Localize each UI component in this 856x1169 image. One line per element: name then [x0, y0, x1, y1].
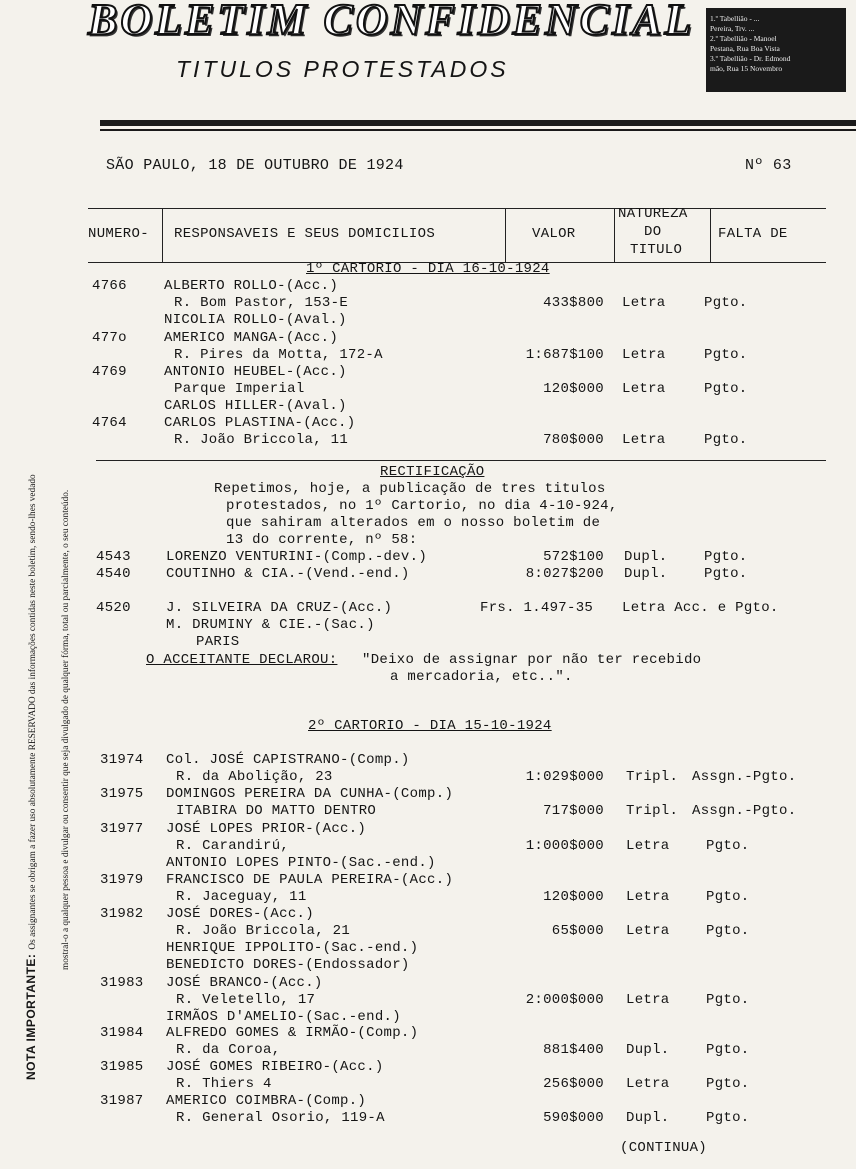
row-party: AMERICO COIMBRA-(Comp.)	[166, 1093, 367, 1109]
row-missing: Pgto.	[706, 889, 750, 905]
masthead-title: BOLETIM CONFIDENCIAL	[88, 0, 695, 44]
row-nature: Letra	[622, 347, 666, 363]
notary-line: 2.º Tabellião - Manoel	[710, 34, 777, 43]
row-value: 881$400	[543, 1042, 604, 1058]
row-number: 31982	[100, 906, 144, 922]
row-number: 4769	[92, 364, 127, 380]
row-value: 65$000	[551, 923, 604, 939]
row-address: R. João Briccola, 11	[174, 432, 349, 448]
row-number: 4543	[96, 549, 131, 565]
row-value: 2:000$000	[525, 992, 604, 1008]
masthead-subtitle: TITULOS PROTESTADOS	[176, 56, 509, 82]
notary-line: mão, Rua 15 Novembro	[710, 64, 783, 73]
row-number: 4766	[92, 278, 127, 294]
col-responsaveis: RESPONSAVEIS E SEUS DOMICILIOS	[174, 226, 436, 242]
row-missing: Pgto.	[706, 838, 750, 854]
row-party: JOSÉ DORES-(Acc.)	[166, 906, 314, 922]
row-party: HENRIQUE IPPOLITO-(Sac.-end.)	[166, 940, 419, 956]
rectification-text: protestados, no 1º Cartorio, no dia 4-10-924,	[226, 498, 618, 514]
row-party: ANTONIO HEUBEL-(Acc.)	[164, 364, 347, 380]
declared-label: O ACCEITANTE DECLAROU:	[146, 652, 338, 668]
section1-heading: 1º CARTORIO - DIA 16-10-1924	[306, 261, 550, 277]
row-missing: Assgn.-Pgto.	[692, 803, 797, 819]
notary-line: Pestana, Rua Boa Vista	[710, 44, 780, 53]
row-address: ITABIRA DO MATTO DENTRO	[176, 803, 377, 819]
row-missing: Pgto.	[706, 1110, 750, 1126]
row-address: R. Bom Pastor, 153-E	[174, 295, 349, 311]
row-party: JOSÉ BRANCO-(Acc.)	[166, 975, 323, 991]
row-nature: Letra	[626, 923, 670, 939]
col-numero: NUMERO-	[88, 226, 149, 242]
row-party: J. SILVEIRA DA CRUZ-(Acc.)	[166, 600, 393, 616]
sidebar-line-2: mostral-o a qualquer pessoa e divulgar ou consentir que seja divulgado de qualquer fórma, total ou parcialmente, o seu conteúdo.	[61, 489, 71, 970]
notary-box	[706, 8, 846, 92]
declared-text: "Deixo de assignar por não ter recebido	[362, 652, 702, 668]
row-number: 31984	[100, 1025, 144, 1041]
row-value: 433$800	[543, 295, 604, 311]
notary-line: 1.º Tabellião - ...	[710, 14, 760, 23]
row-missing: Pgto.	[704, 295, 748, 311]
city-date: SÃO PAULO, 18 DE OUTUBRO DE 1924	[106, 157, 404, 174]
sidebar-label: NOTA IMPORTANTE:	[24, 953, 38, 1080]
masthead-rule-thin	[100, 129, 856, 131]
notary-line: 3.º Tabellião - Dr. Edmond	[710, 54, 791, 63]
row-value: Frs. 1.497-35	[480, 600, 594, 616]
row-missing: Pgto.	[706, 923, 750, 939]
row-party: COUTINHO & CIA.-(Vend.-end.)	[166, 566, 410, 582]
row-party: Col. JOSÉ CAPISTRANO-(Comp.)	[166, 752, 410, 768]
row-missing: Assgn.-Pgto.	[692, 769, 797, 785]
row-address: R. da Coroa,	[176, 1042, 281, 1058]
rectification-text: Repetimos, hoje, a publicação de tres titulos	[214, 481, 606, 497]
row-address: R. General Osorio, 119-A	[176, 1110, 385, 1126]
row-missing: Pgto.	[706, 1042, 750, 1058]
masthead-rule	[100, 120, 856, 126]
row-party: JOSÉ GOMES RIBEIRO-(Acc.)	[166, 1059, 384, 1075]
row-nature: Tripl.	[626, 803, 679, 819]
row-missing: Pgto.	[706, 1076, 750, 1092]
row-number: 31979	[100, 872, 144, 888]
row-nature: Dupl.	[626, 1110, 670, 1126]
col-divider	[710, 208, 711, 262]
rectification-text: que sahiram alterados em o nosso boletim de	[226, 515, 601, 531]
row-party: NICOLIA ROLLO-(Aval.)	[164, 312, 347, 328]
issue-number: Nº 63	[745, 157, 792, 174]
row-number: 4520	[96, 600, 131, 616]
sidebar-note	[4, 240, 71, 1080]
row-nature: Letra	[622, 381, 666, 397]
notary-line: Pereira, Trv. ...	[710, 24, 755, 33]
row-value: 717$000	[543, 803, 604, 819]
row-nature: Letra	[626, 1076, 670, 1092]
row-missing: Pgto.	[704, 432, 748, 448]
row-address: R. da Abolição, 23	[176, 769, 333, 785]
row-missing: Pgto.	[704, 549, 748, 565]
row-nature: Dupl.	[624, 549, 668, 565]
row-nature: Dupl.	[624, 566, 668, 582]
row-number: 477o	[92, 330, 127, 346]
row-number: 31974	[100, 752, 144, 768]
row-missing: Pgto.	[704, 381, 748, 397]
col-divider	[614, 208, 615, 262]
row-nature: Letra	[622, 295, 666, 311]
row-party: ANTONIO LOPES PINTO-(Sac.-end.)	[166, 855, 436, 871]
row-party: BENEDICTO DORES-(Endossador)	[166, 957, 410, 973]
row-nature: Letra	[622, 432, 666, 448]
row-value: 590$000	[543, 1110, 604, 1126]
row-nature: Letra	[626, 838, 670, 854]
row-party: CARLOS HILLER-(Aval.)	[164, 398, 347, 414]
row-number: 31975	[100, 786, 144, 802]
row-value: 572$100	[543, 549, 604, 565]
row-address: R. Veletello, 17	[176, 992, 316, 1008]
section2-heading: 2º CARTORIO - DIA 15-10-1924	[308, 718, 552, 734]
row-party: IRMÃOS D'AMELIO-(Sac.-end.)	[166, 1009, 401, 1025]
row-address: Parque Imperial	[174, 381, 305, 397]
row-party: FRANCISCO DE PAULA PEREIRA-(Acc.)	[166, 872, 454, 888]
section-divider	[96, 460, 826, 461]
row-number: 4540	[96, 566, 131, 582]
row-nature: Letra	[626, 889, 670, 905]
col-natureza: NATUREZA	[618, 206, 688, 222]
row-number: 31977	[100, 821, 144, 837]
col-natureza-do: DO	[644, 224, 662, 240]
row-missing: Pgto.	[706, 992, 750, 1008]
rectification-text: 13 do corrente, nº 58:	[226, 532, 418, 548]
row-number: 31987	[100, 1093, 144, 1109]
row-nature: Letra Acc. e Pgto.	[622, 600, 779, 616]
row-value: 120$000	[543, 381, 604, 397]
row-nature: Dupl.	[626, 1042, 670, 1058]
row-value: 120$000	[543, 889, 604, 905]
row-party: M. DRUMINY & CIE.-(Sac.)	[166, 617, 375, 633]
rectification-heading: RECTIFICAÇÃO	[380, 464, 485, 480]
col-divider	[505, 208, 506, 262]
row-party: AMERICO MANGA-(Acc.)	[164, 330, 339, 346]
row-missing: Pgto.	[704, 566, 748, 582]
row-missing: Pgto.	[704, 347, 748, 363]
sidebar-line-1: Os assignantes se obrigam a fazer uso absolutamente RESERVADO das informações contidas neste boletim, sendo-lhes vedado	[28, 474, 38, 950]
col-divider	[162, 208, 163, 262]
continua-label: (CONTINUA)	[620, 1140, 708, 1156]
col-falta: FALTA DE	[718, 226, 788, 242]
row-number: 4764	[92, 415, 127, 431]
row-nature: Letra	[626, 992, 670, 1008]
row-address: R. Jaceguay, 11	[176, 889, 307, 905]
col-natureza-titulo: TITULO	[630, 242, 683, 258]
declared-text: a mercadoria, etc..".	[390, 669, 573, 685]
row-number: 31985	[100, 1059, 144, 1075]
row-value: 780$000	[543, 432, 604, 448]
row-value: 1:687$100	[525, 347, 604, 363]
row-nature: Tripl.	[626, 769, 679, 785]
table-top-rule	[88, 208, 826, 209]
row-address: R. Carandirú,	[176, 838, 290, 854]
row-party: DOMINGOS PEREIRA DA CUNHA-(Comp.)	[166, 786, 454, 802]
row-party: LORENZO VENTURINI-(Comp.-dev.)	[166, 549, 428, 565]
row-address: R. Pires da Motta, 172-A	[174, 347, 383, 363]
row-value: 8:027$200	[525, 566, 604, 582]
row-party: CARLOS PLASTINA-(Acc.)	[164, 415, 356, 431]
row-address: R. João Briccola, 21	[176, 923, 351, 939]
row-party: ALFREDO GOMES & IRMÃO-(Comp.)	[166, 1025, 419, 1041]
row-value: 1:000$000	[525, 838, 604, 854]
row-value: 1:029$000	[525, 769, 604, 785]
row-address: PARIS	[196, 634, 240, 650]
col-valor: VALOR	[532, 226, 576, 242]
row-address: R. Thiers 4	[176, 1076, 272, 1092]
row-value: 256$000	[543, 1076, 604, 1092]
row-party: JOSÉ LOPES PRIOR-(Acc.)	[166, 821, 367, 837]
row-number: 31983	[100, 975, 144, 991]
row-party: ALBERTO ROLLO-(Acc.)	[164, 278, 339, 294]
